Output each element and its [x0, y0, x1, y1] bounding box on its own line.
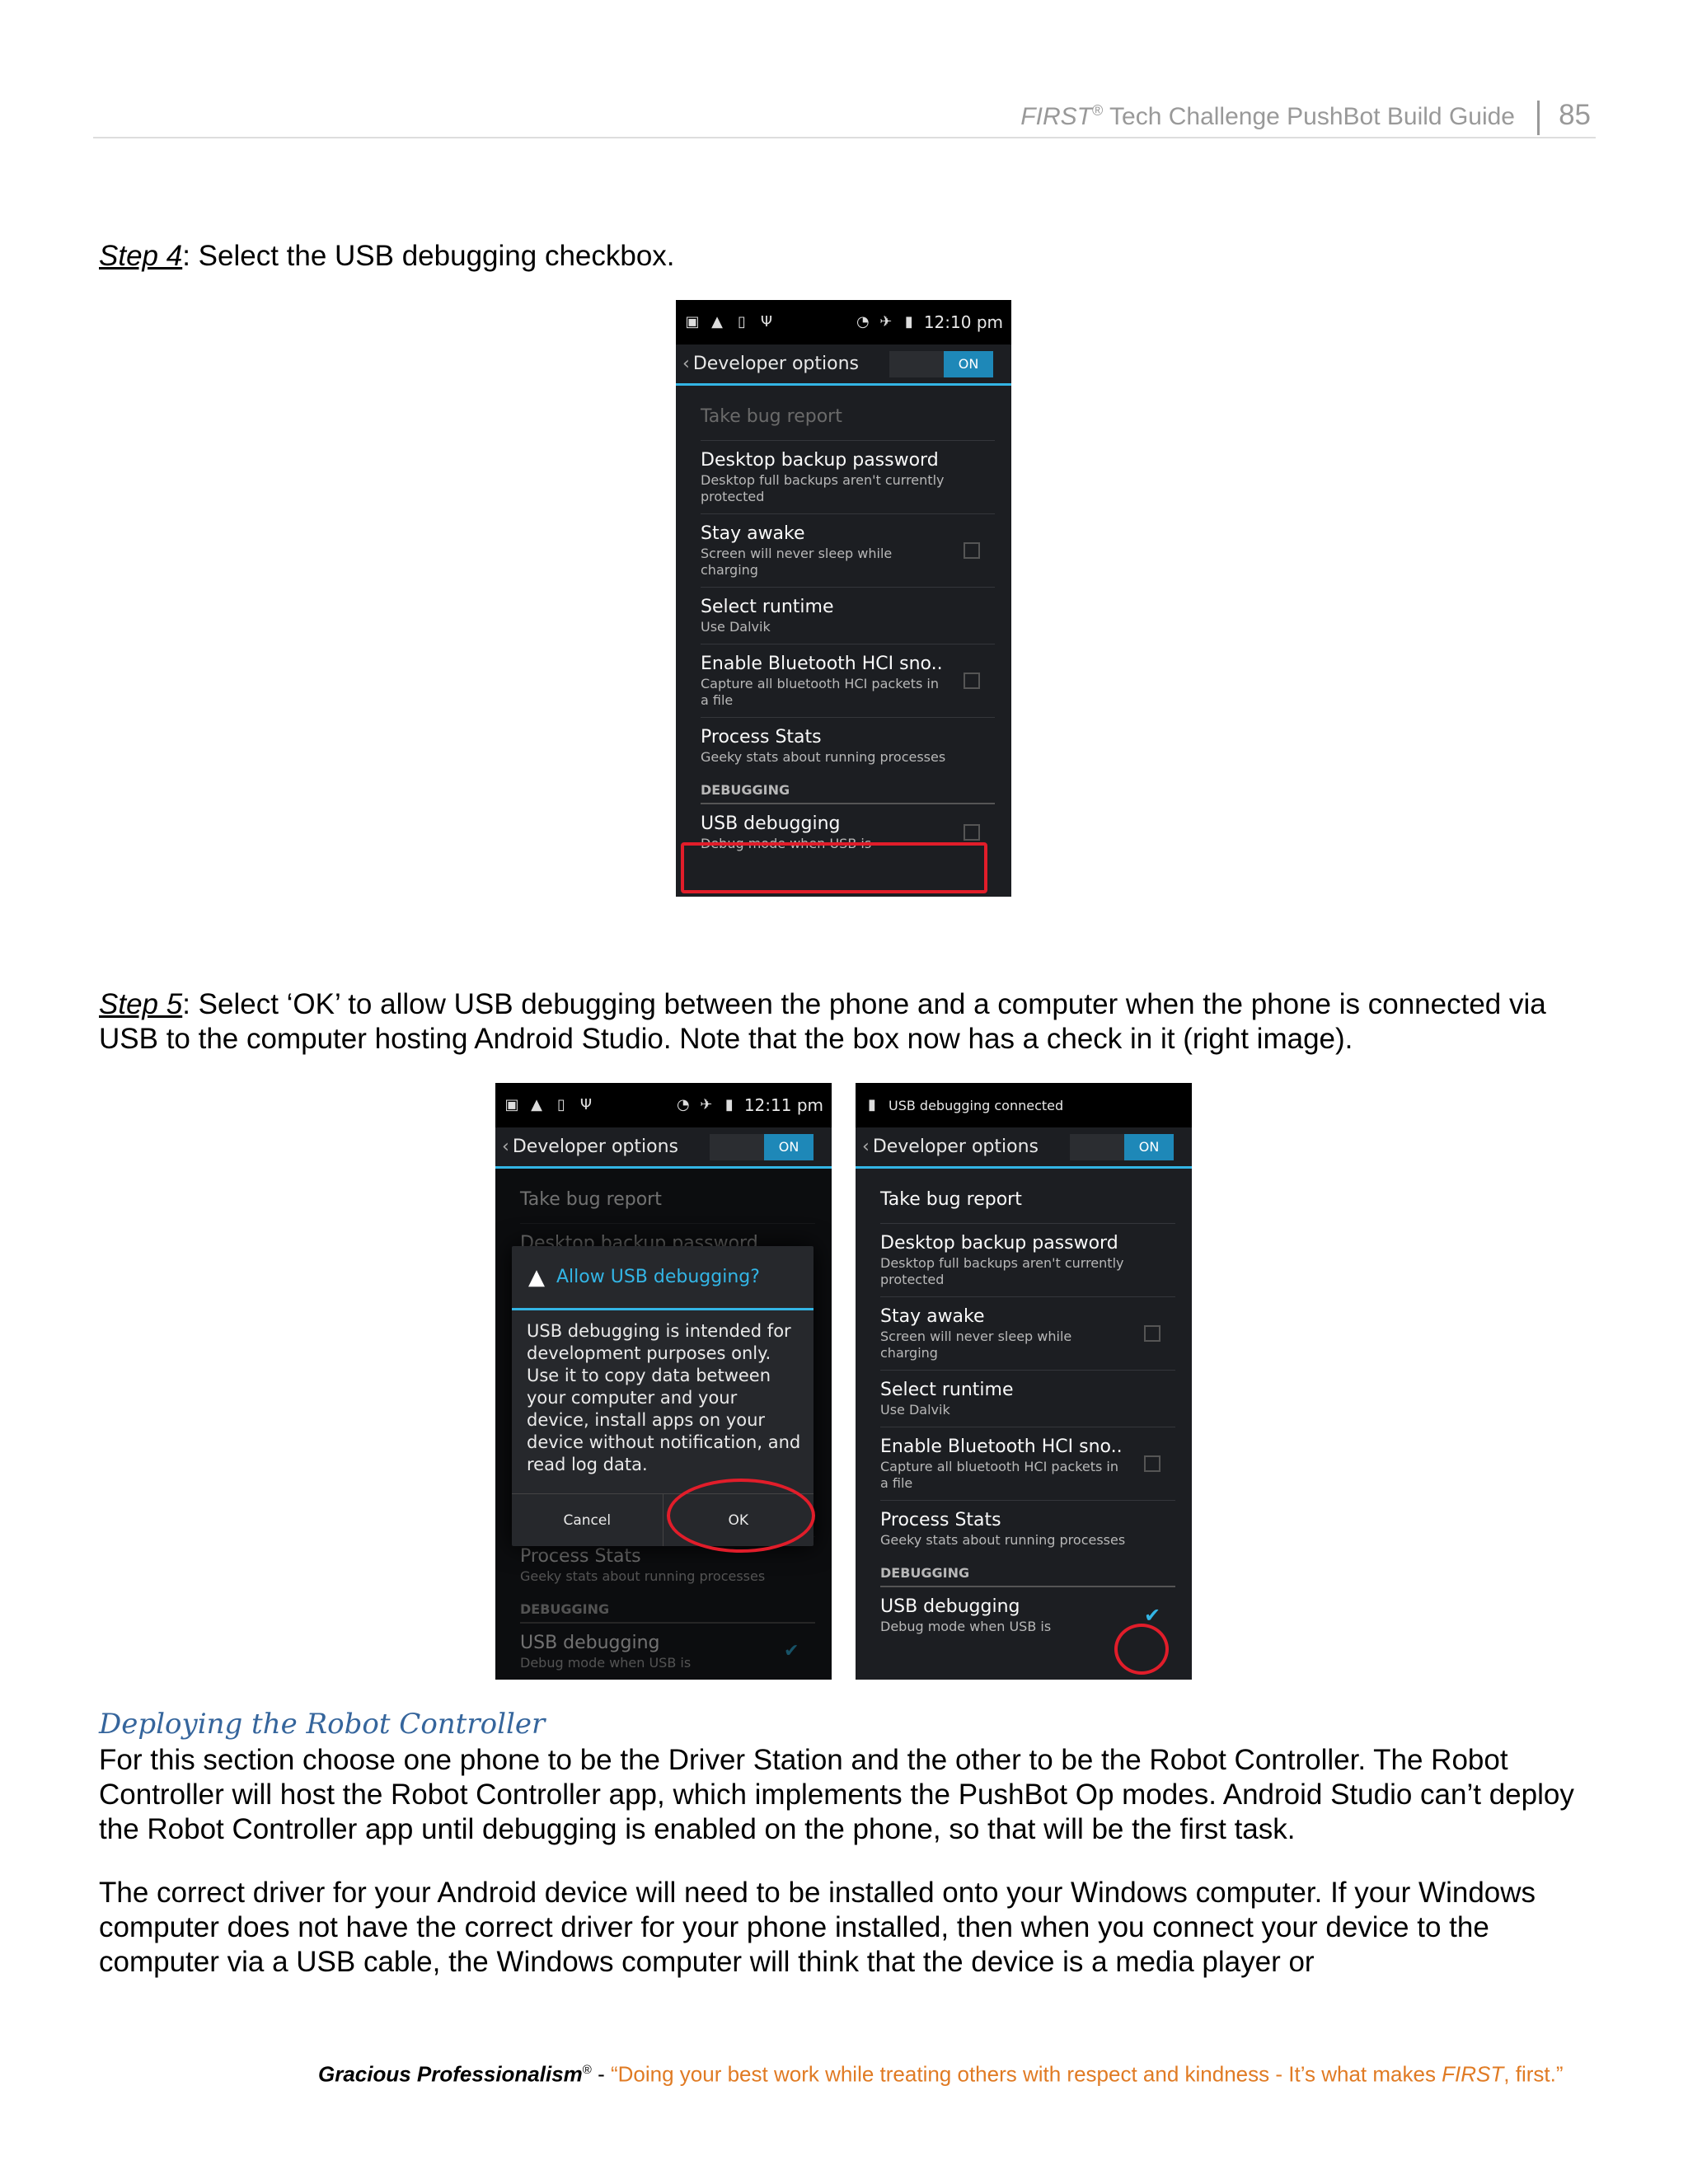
- step4-text: : Select the USB debugging checkbox.: [182, 240, 675, 272]
- action-bar-title: Developer options: [872, 1137, 1039, 1157]
- settings-list: [676, 386, 1011, 860]
- developer-options-toggle[interactable]: [1070, 1134, 1174, 1160]
- list-item-summary: Geeky stats about running processes: [880, 1532, 1126, 1548]
- developer-options-toggle[interactable]: [889, 351, 993, 377]
- list-item-summary: Use Dalvik: [701, 619, 771, 635]
- toggle-label: ON: [1124, 1134, 1174, 1160]
- wifi-icon: ◔: [676, 1096, 690, 1113]
- page-number: 85: [1559, 99, 1591, 131]
- action-bar: [856, 1127, 1192, 1169]
- list-item-title: Desktop backup password: [701, 450, 939, 471]
- header-reg: ®: [1091, 102, 1104, 119]
- toggle-label: ON: [764, 1134, 814, 1160]
- ok-highlight-circle: [667, 1479, 815, 1553]
- footer-reg: ®: [582, 2063, 592, 2077]
- list-item-title: Stay awake: [880, 1306, 985, 1327]
- footer-quote: “Doing your best work while treating others with respect and kindness - It’s what makes: [610, 2061, 1442, 2087]
- step4-label: Step 4: [99, 240, 183, 272]
- phone-screenshot-dialog: [495, 1083, 832, 1680]
- battery-icon: ▮: [724, 1096, 734, 1113]
- header-separator: [1537, 101, 1540, 135]
- footer-quote-end: , first.”: [1503, 2061, 1564, 2087]
- list-item-summary: Capture all bluetooth HCI packets in a file: [880, 1459, 1119, 1491]
- phone-screenshot-step4: [676, 300, 1011, 897]
- clipboard-icon: ▯: [557, 1096, 565, 1113]
- battery-icon: ▮: [904, 313, 913, 330]
- usb-icon: Ψ: [760, 313, 773, 330]
- list-item-summary: Desktop full backups aren't currently protected: [701, 472, 945, 504]
- dialog-title: Allow USB debugging?: [556, 1267, 760, 1287]
- list-item[interactable]: [701, 386, 995, 441]
- list-item-title: Enable Bluetooth HCI sno..: [880, 1436, 1123, 1457]
- running-header-title: [1020, 102, 1515, 131]
- category-header: DEBUGGING: [880, 1557, 1175, 1587]
- footer-dash: -: [591, 2061, 611, 2087]
- back-chevron-icon[interactable]: ‹: [682, 354, 690, 374]
- list-item-summary: Debug mode when USB is: [880, 1619, 1052, 1634]
- back-chevron-icon[interactable]: ‹: [502, 1137, 509, 1157]
- image-icon: ▣: [685, 313, 700, 330]
- list-item-summary: Debug mode when USB is: [701, 836, 872, 851]
- stay-awake-checkbox[interactable]: [964, 542, 980, 559]
- list-item[interactable]: [880, 1297, 1175, 1371]
- list-item-title: Desktop backup password: [880, 1233, 1118, 1254]
- settings-list: [856, 1169, 1192, 1643]
- developer-options-toggle[interactable]: [710, 1134, 814, 1160]
- list-item[interactable]: [701, 588, 995, 644]
- category-header: DEBUGGING: [701, 774, 995, 804]
- status-notification-text: USB debugging connected: [889, 1097, 1064, 1113]
- header-first: FIRST: [1020, 103, 1092, 130]
- status-bar: [856, 1083, 1192, 1127]
- dialog-message: USB debugging is intended for development purposes only. Use it to copy data between your computer and your device, install apps on your device without notification, and read log data.: [527, 1321, 801, 1474]
- list-item-summary: Use Dalvik: [880, 1402, 950, 1418]
- bluetooth-hci-checkbox[interactable]: [964, 673, 980, 689]
- list-item-summary: Geeky stats about running processes: [701, 749, 946, 765]
- list-item-title: USB debugging: [701, 813, 841, 834]
- phone-screenshot-checked: [856, 1083, 1192, 1680]
- list-item-summary: Capture all bluetooth HCI packets in a file: [701, 676, 940, 708]
- dialog-title-bar: [512, 1246, 814, 1310]
- list-item-title: Select runtime: [880, 1380, 1014, 1400]
- highlight-box: [681, 842, 987, 893]
- header-rule: [93, 137, 1596, 138]
- footer-gp: Gracious Professionalism: [318, 2061, 583, 2087]
- image-icon: ▣: [504, 1096, 519, 1113]
- list-item[interactable]: [701, 718, 995, 774]
- list-item[interactable]: [880, 1371, 1175, 1427]
- list-item-summary: Screen will never sleep while charging: [701, 546, 893, 578]
- step5-paragraph: [99, 987, 1599, 1057]
- notification-icon: ▮: [868, 1096, 876, 1113]
- clipboard-icon: ▯: [738, 313, 746, 330]
- warning-icon: ▲: [528, 1264, 545, 1290]
- section-paragraph-1: For this section choose one phone to be the Driver Station and the other to be the Robot Controller. The Robot Controller will host the Robot Controller app, which implements the PushBot Op modes. Android Studio can’t deploy the Robot Controller app until debugging is enabled on the phone, so that will be the first task.: [99, 1744, 1574, 1845]
- action-bar-title: Developer options: [512, 1137, 678, 1157]
- usb-debugging-checkbox-checked[interactable]: ✔: [1144, 1604, 1161, 1627]
- list-item-title: USB debugging: [880, 1596, 1020, 1617]
- list-item-title: Stay awake: [701, 523, 805, 544]
- list-item[interactable]: [880, 1169, 1175, 1224]
- cancel-button[interactable]: Cancel: [512, 1494, 663, 1546]
- list-item-title: Enable Bluetooth HCI sno..: [701, 654, 943, 674]
- list-item-title: Process Stats: [701, 727, 822, 748]
- status-bar: [495, 1083, 832, 1127]
- list-item[interactable]: [701, 441, 995, 514]
- usb-debugging-checkbox[interactable]: [964, 824, 980, 841]
- section-paragraph-2: The correct driver for your Android device will need to be installed onto your Windows computer. If your Windows computer does not have the correct driver for your phone installed, then when you connect your device to the computer via a USB cable, the Windows computer will think that the device is a media player or: [99, 1877, 1536, 1978]
- stay-awake-checkbox[interactable]: [1144, 1325, 1160, 1342]
- back-chevron-icon[interactable]: ‹: [862, 1137, 870, 1157]
- footer-first: FIRST: [1442, 2061, 1504, 2087]
- status-time: 12:11 pm: [743, 1095, 823, 1115]
- list-item[interactable]: [701, 514, 995, 588]
- section-heading: Deploying the Robot Controller: [99, 1708, 546, 1741]
- ok-button[interactable]: OK: [728, 1511, 749, 1529]
- warning-icon: ▲: [531, 1096, 542, 1113]
- checkbox-highlight-circle: [1114, 1624, 1169, 1675]
- action-bar-title: Developer options: [692, 354, 859, 374]
- list-item-summary: Screen will never sleep while charging: [880, 1329, 1072, 1361]
- header-rest: Tech Challenge PushBot Build Guide: [1103, 103, 1515, 130]
- step5-label: Step 5: [99, 988, 183, 1020]
- toggle-label: ON: [944, 351, 993, 377]
- action-bar: [676, 344, 1011, 386]
- airplane-icon: ✈: [879, 313, 893, 330]
- step4-paragraph: [99, 239, 1599, 274]
- list-item-title: Select runtime: [701, 597, 834, 617]
- footer: [318, 2057, 1564, 2088]
- list-item[interactable]: [880, 1224, 1175, 1297]
- warning-icon: ▲: [711, 313, 723, 330]
- status-bar: [676, 300, 1011, 344]
- bluetooth-hci-checkbox[interactable]: [1144, 1455, 1160, 1472]
- list-item-title: Process Stats: [880, 1510, 1001, 1530]
- status-time: 12:10 pm: [923, 312, 1003, 332]
- list-item[interactable]: [880, 1427, 1175, 1501]
- list-item-title: Take bug report: [701, 406, 842, 427]
- wifi-icon: ◔: [856, 313, 870, 330]
- airplane-icon: ✈: [700, 1096, 713, 1113]
- list-item-title: Take bug report: [880, 1189, 1022, 1210]
- action-bar: [495, 1127, 832, 1169]
- list-item[interactable]: [701, 644, 995, 718]
- usb-icon: Ψ: [579, 1096, 593, 1113]
- list-item[interactable]: [880, 1501, 1175, 1557]
- list-item-summary: Desktop full backups aren't currently protected: [880, 1255, 1124, 1287]
- step5-text: : Select ‘OK’ to allow USB debugging between the phone and a computer when the phone is connected via USB to the computer hosting Android Studio. Note that the box now has a check in it (right image).: [99, 988, 1546, 1055]
